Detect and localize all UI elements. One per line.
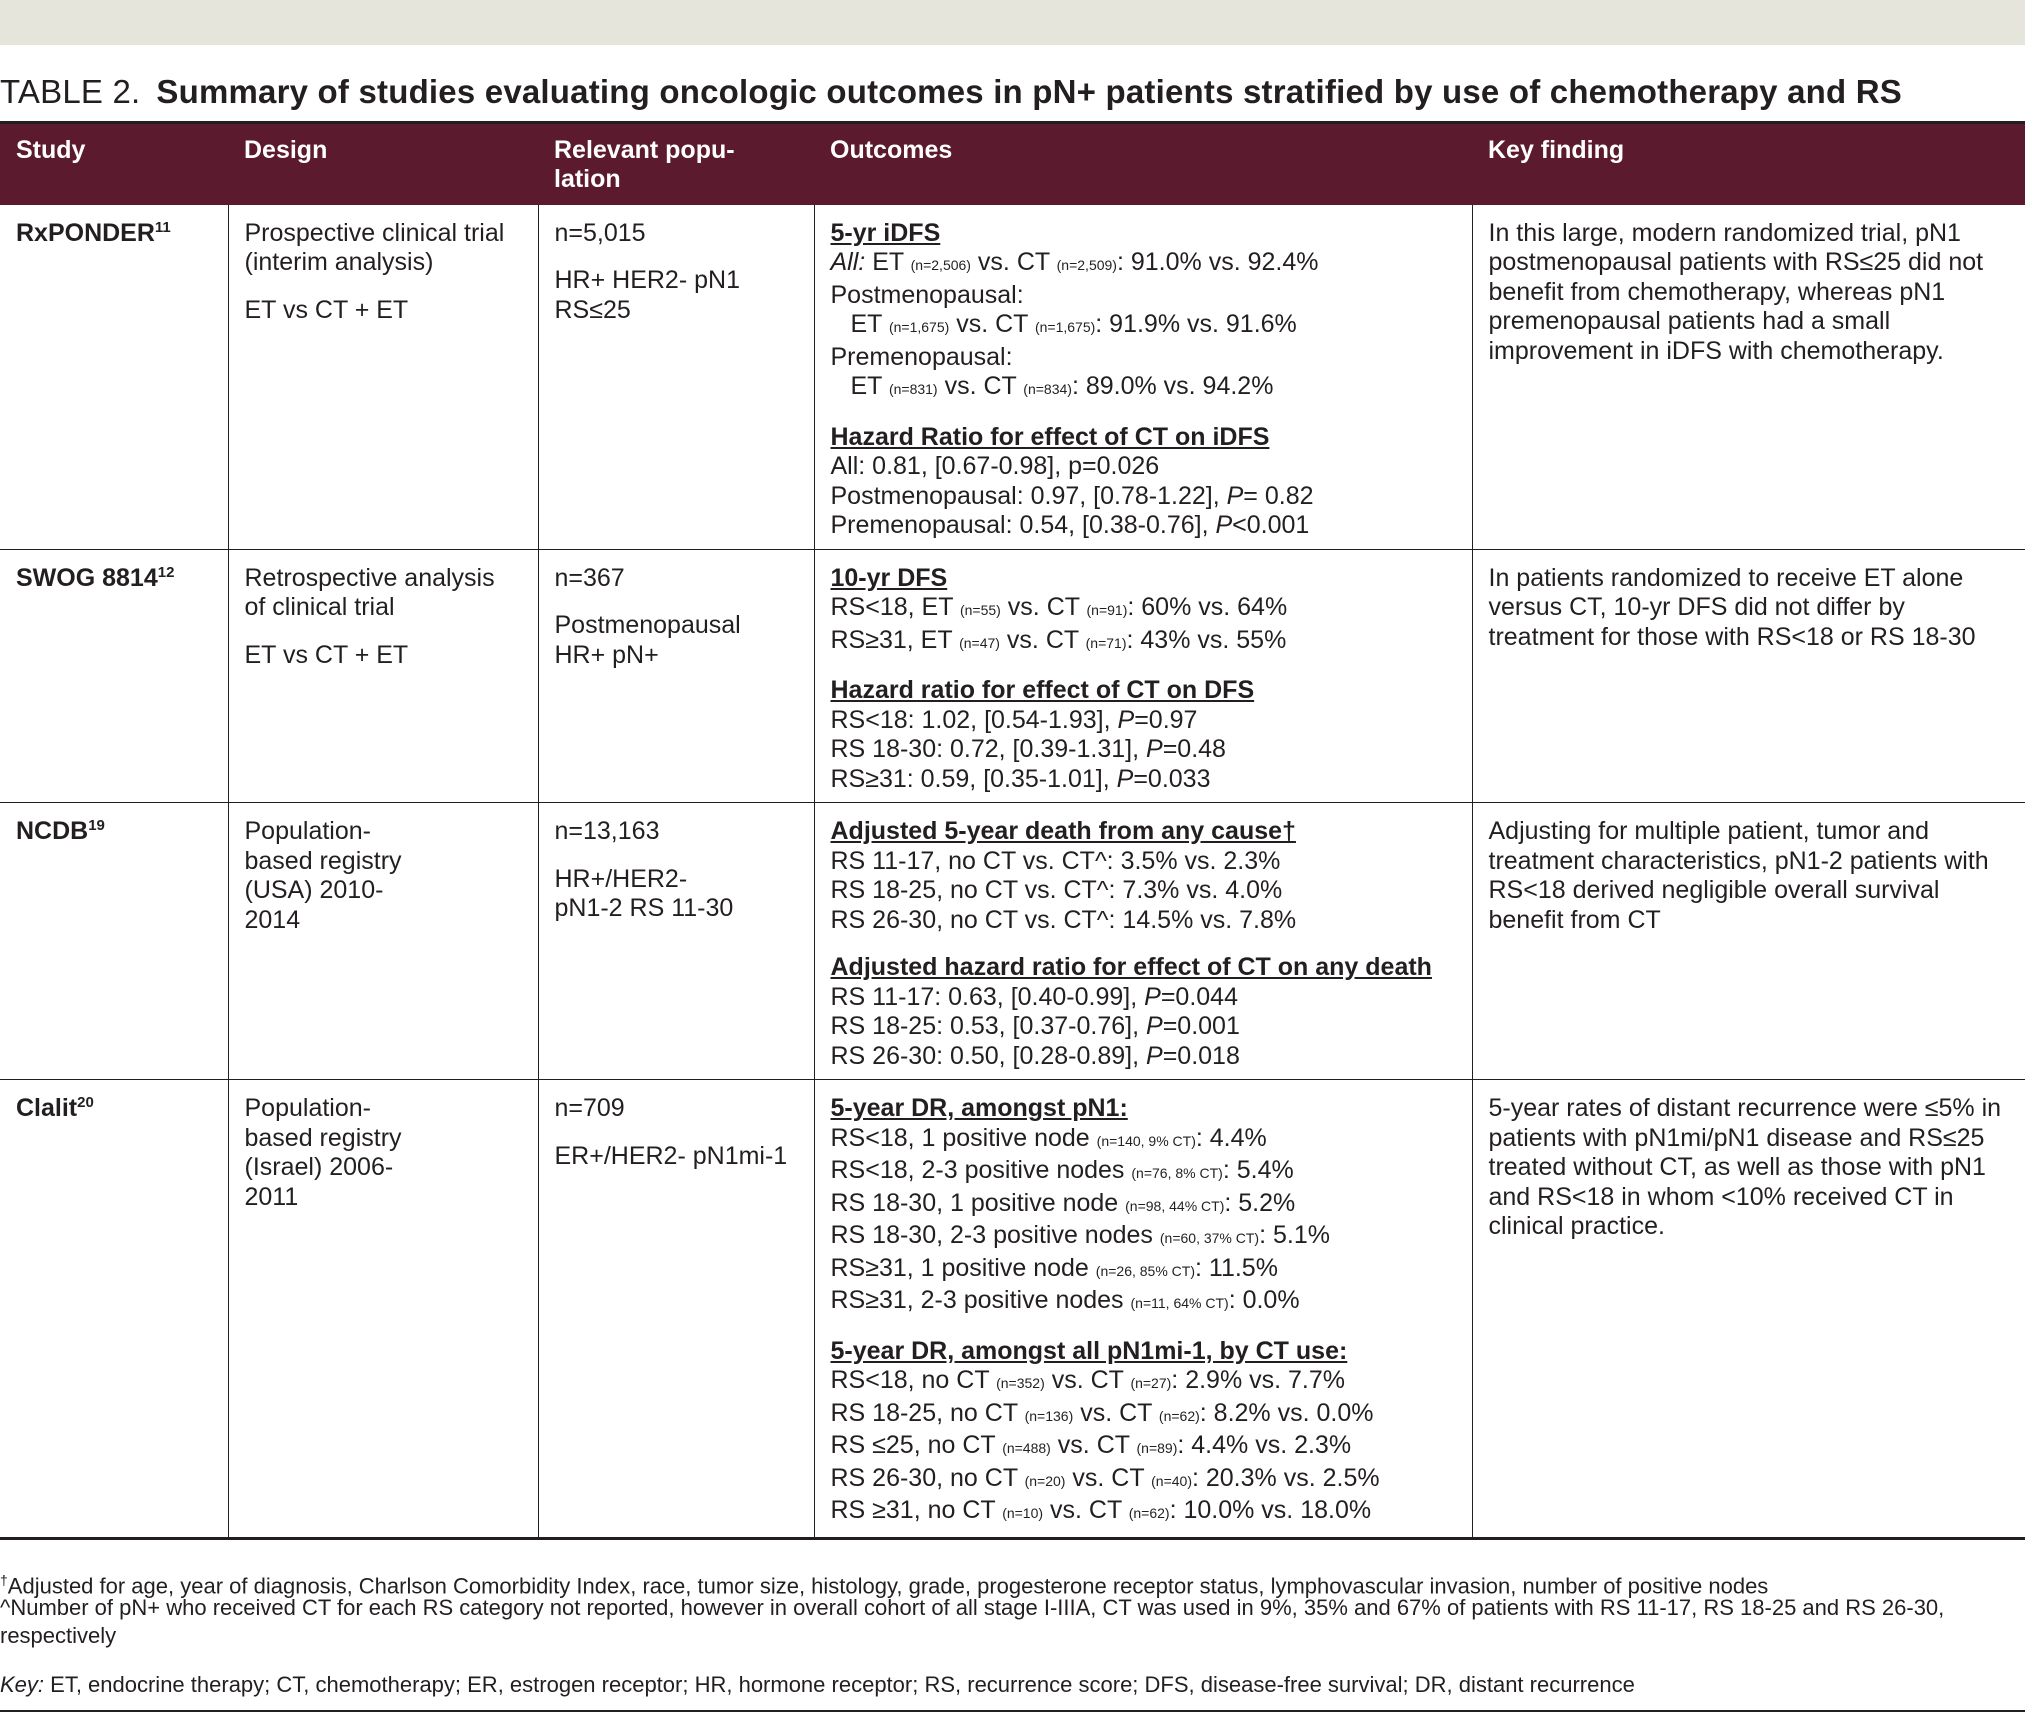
text-segment: vs. CT xyxy=(1072,1463,1145,1492)
col-header-study: Study xyxy=(0,123,228,205)
studies-table xyxy=(0,121,2025,1540)
text-segment: RS 18-30, 1 positive node xyxy=(830,1188,1119,1217)
spacer xyxy=(831,658,1456,676)
sample-size-subscript: (n=488) xyxy=(1002,1440,1051,1456)
text-segment: RS<18, ET xyxy=(830,593,954,621)
outcomes-cell xyxy=(814,803,1472,1080)
text-segment: RS 18-30: 0.72, [0.39-1.31], xyxy=(830,735,1140,763)
population-cell xyxy=(538,205,814,550)
outcome-heading: Hazard Ratio for effect of CT on iDFS xyxy=(830,422,1270,451)
text-segment: vs. CT xyxy=(944,372,1017,400)
col-header-design: Design xyxy=(228,123,538,205)
sample-size-subscript: (n=27) xyxy=(1130,1375,1172,1391)
text-segment: =0.033 xyxy=(1133,764,1211,793)
text-segment: : 2.9% vs. 7.7% xyxy=(1171,1366,1345,1394)
population-text: HR+ HER2- pN1 RS≤25 xyxy=(554,266,740,324)
outcome-line: RS 26-30, no CT vs. CT^: 14.5% vs. 7.8% xyxy=(830,905,1297,934)
key-label: Key: xyxy=(0,1672,45,1697)
text-segment: RS ≤25, no CT xyxy=(830,1431,996,1459)
text-segment: RS<18, 2-3 positive nodes xyxy=(830,1156,1125,1184)
text-segment: RS ≥31, no CT xyxy=(830,1496,996,1524)
study-cell xyxy=(0,803,228,1080)
text-segment: = 0.82 xyxy=(1243,481,1314,510)
outcome-line xyxy=(831,626,1456,659)
text-segment: Premenopausal: 0.54, [0.38-0.76], xyxy=(830,511,1209,539)
outcome-line xyxy=(831,706,1456,736)
population-cell xyxy=(538,803,814,1080)
key-finding-cell: Adjusting for multiple patient, tumor and treatment characteristics, pN1-2 patients with RS<18 derived negligible overall survival benefit from CT xyxy=(1472,803,2025,1080)
study-name: RxPONDER xyxy=(16,218,155,247)
text-segment: : 4.4% xyxy=(1195,1123,1267,1152)
design-cell xyxy=(228,549,538,803)
outcome-line xyxy=(831,1399,1456,1432)
p-value-symbol: P xyxy=(1146,1012,1163,1040)
sample-size-subscript: (n=40) xyxy=(1151,1472,1192,1489)
outcomes-cell xyxy=(814,205,1472,550)
sample-size-subscript: (n=55) xyxy=(959,602,1001,618)
sample-size-subscript: (n=47) xyxy=(959,634,1000,651)
text-segment: =0.48 xyxy=(1162,735,1226,763)
footnote-caret: ^Number of pN+ who received CT for each RS category not reported, however in overall cohort of all stage I-IIIA, CT was used in 9%, 35% and 67% of patients with RS 11-17, RS 18-25 and RS 26-30, respectively xyxy=(0,1595,1945,1648)
outcome-line xyxy=(831,372,1456,405)
outcome-line xyxy=(831,1464,1456,1497)
text-segment: vs. CT xyxy=(1007,593,1080,621)
outcome-line: RS 18-25, no CT vs. CT^: 7.3% vs. 4.0% xyxy=(830,876,1283,904)
population-text: Postmenopausal HR+ pN+ xyxy=(554,611,741,669)
p-value-symbol: P xyxy=(1146,1041,1163,1070)
key-text: ET, endocrine therapy; CT, chemotherapy; ER, estrogen receptor; HR, hormone receptor; RS, recurrence score; DFS, disease-free survival; DR, distant recurrence xyxy=(44,1672,1635,1697)
population-text: n=5,015 xyxy=(554,218,646,247)
outcome-line xyxy=(831,1156,1456,1189)
sample-size-subscript: (n=10) xyxy=(1002,1505,1044,1521)
spacer xyxy=(831,405,1456,423)
text-segment: : 5.4% xyxy=(1222,1156,1294,1184)
sample-size-subscript: (n=98, 44% CT) xyxy=(1125,1197,1225,1214)
population-text: n=13,163 xyxy=(554,817,660,845)
sample-size-subscript: (n=1,675) xyxy=(1034,319,1096,335)
footnote-key xyxy=(0,1671,2025,1699)
text-segment: vs. CT xyxy=(1051,1366,1124,1394)
col-header-population: Relevant popu- lation xyxy=(538,123,814,205)
text-segment: Postmenopausal: 0.97, [0.78-1.22], xyxy=(830,481,1220,510)
table-row xyxy=(0,803,2025,1080)
outcome-line xyxy=(831,482,1456,512)
text-segment: : 0.0% xyxy=(1228,1286,1300,1314)
outcome-line xyxy=(831,248,1456,281)
population-text: ER+/HER2- pN1mi-1 xyxy=(554,1141,788,1170)
design-cell xyxy=(228,803,538,1080)
outcomes-cell xyxy=(814,549,1472,803)
study-reference: 19 xyxy=(88,817,105,834)
p-value-symbol: P xyxy=(1146,735,1163,763)
outcome-line xyxy=(831,511,1456,541)
spacer xyxy=(555,593,798,611)
sample-size-subscript: (n=834) xyxy=(1023,381,1072,397)
sample-size-subscript: (n=136) xyxy=(1024,1407,1074,1424)
p-value-symbol: P xyxy=(1144,982,1161,1011)
study-name: Clalit xyxy=(16,1094,78,1122)
group-label: All: xyxy=(830,248,866,276)
text-segment: : 91.9% vs. 91.6% xyxy=(1095,310,1297,338)
design-text: Retrospective analysis of clinical trial xyxy=(244,563,495,621)
spacer xyxy=(245,623,522,641)
outcome-line xyxy=(831,1124,1456,1157)
outcome-line xyxy=(831,1366,1456,1399)
text-segment: RS 26-30, no CT xyxy=(830,1463,1018,1492)
outcome-line: Postmenopausal: xyxy=(830,280,1024,309)
col-header-outcomes: Outcomes xyxy=(814,123,1472,205)
text-segment: vs. CT xyxy=(1006,625,1079,654)
population-cell xyxy=(538,549,814,803)
sample-size-subscript: (n=20) xyxy=(1024,1472,1066,1489)
outcome-heading: 5-year DR, amongst all pN1mi-1, by CT use: xyxy=(830,1336,1348,1365)
population-cell xyxy=(538,1080,814,1539)
table-row xyxy=(0,205,2025,550)
footnote-dagger-text: Adjusted for age, year of diagnosis, Charlson Comorbidity Index, race, tumor size, histology, grade, progesterone receptor status, lymphovascular invasion, number of positive nodes xyxy=(7,1573,1769,1599)
sample-size-subscript: (n=831) xyxy=(888,381,938,397)
study-reference: 20 xyxy=(77,1094,94,1111)
sample-size-subscript: (n=2,506) xyxy=(910,257,971,273)
text-segment: ET xyxy=(850,310,882,338)
text-segment: RS 26-30: 0.50, [0.28-0.89], xyxy=(830,1041,1140,1070)
text-segment: : 91.0% vs. 92.4% xyxy=(1116,248,1319,276)
outcome-heading: 5-yr iDFS xyxy=(830,218,941,247)
sample-size-subscript: (n=2,509) xyxy=(1056,257,1117,273)
text-segment: RS<18: 1.02, [0.54-1.93], xyxy=(830,705,1111,734)
text-segment: vs. CT xyxy=(1057,1431,1130,1459)
outcome-line xyxy=(831,1496,1456,1529)
table-row xyxy=(0,549,2025,803)
outcome-heading: Adjusted hazard ratio for effect of CT on any death xyxy=(830,953,1432,981)
sample-size-subscript: (n=71) xyxy=(1085,634,1127,651)
text-segment: RS 11-17: 0.63, [0.40-0.99], xyxy=(830,982,1138,1011)
outcome-line xyxy=(831,310,1456,343)
outcome-line xyxy=(831,1042,1456,1072)
text-segment: : 5.2% xyxy=(1224,1188,1296,1217)
text-segment: vs. CT xyxy=(977,248,1050,276)
spacer xyxy=(831,935,1456,953)
text-segment: RS<18, no CT xyxy=(830,1366,990,1394)
text-segment: =0.97 xyxy=(1134,705,1198,734)
outcome-line xyxy=(831,593,1456,626)
table-caption: Summary of studies evaluating oncologic outcomes in pN+ patients stratified by use of chemotherapy and RS xyxy=(156,73,1902,110)
outcome-heading: Adjusted 5-year death from any cause† xyxy=(830,817,1296,845)
sample-size-subscript: (n=89) xyxy=(1136,1440,1178,1456)
text-segment: : 10.0% vs. 18.0% xyxy=(1169,1496,1372,1524)
spacer xyxy=(555,1124,798,1142)
population-text: n=367 xyxy=(554,563,625,592)
outcome-line: All: 0.81, [0.67-0.98], p=0.026 xyxy=(830,452,1160,480)
text-segment: RS 18-25: 0.53, [0.37-0.76], xyxy=(830,1012,1140,1040)
p-value-symbol: P xyxy=(1116,764,1134,793)
sample-size-subscript: (n=62) xyxy=(1128,1505,1170,1521)
text-segment: : 11.5% xyxy=(1195,1253,1278,1282)
text-segment: ET xyxy=(872,248,904,276)
p-value-symbol: P xyxy=(1215,511,1233,539)
outcome-heading: 10-yr DFS xyxy=(830,563,948,592)
text-segment: <0.001 xyxy=(1232,511,1310,539)
spacer xyxy=(555,847,798,865)
outcome-line xyxy=(831,1286,1456,1319)
table-row xyxy=(0,1080,2025,1539)
outcome-heading: Hazard ratio for effect of CT on DFS xyxy=(830,676,1255,704)
text-segment: : 60% vs. 64% xyxy=(1127,593,1288,621)
outcome-heading: 5-year DR, amongst pN1: xyxy=(830,1094,1128,1122)
design-text: Population-based registry (Israel) 2006-2011 xyxy=(244,1094,402,1211)
spacer xyxy=(245,278,522,296)
design-text: ET vs CT + ET xyxy=(244,295,409,324)
text-segment: : 4.4% vs. 2.3% xyxy=(1177,1431,1352,1459)
study-reference: 12 xyxy=(157,563,175,581)
design-text: Population-based registry (USA) 2010-2014 xyxy=(244,817,402,934)
key-finding-cell: 5-year rates of distant recurrence were ≤5% in patients with pN1mi/pN1 disease and RS≤25 treated without CT, as well as those with pN1 and RS<18 in whom <10% received CT in clinical practice. xyxy=(1472,1080,2025,1539)
sample-size-subscript: (n=352) xyxy=(996,1375,1045,1391)
outcome-line: Premenopausal: xyxy=(830,342,1013,371)
sample-size-subscript: (n=11, 64% CT) xyxy=(1130,1295,1229,1311)
outcomes-cell xyxy=(814,1080,1472,1539)
text-segment: : 5.1% xyxy=(1259,1221,1330,1249)
outcome-line xyxy=(831,1189,1456,1222)
text-segment: RS<18, 1 positive node xyxy=(830,1123,1090,1152)
sample-size-subscript: (n=62) xyxy=(1158,1407,1200,1424)
study-cell xyxy=(0,205,228,550)
text-segment: RS≥31, 1 positive node xyxy=(830,1253,1089,1282)
text-segment: ET xyxy=(850,372,882,400)
study-name: SWOG 8814 xyxy=(16,563,158,592)
text-segment: : 43% vs. 55% xyxy=(1126,625,1287,654)
text-segment: : 8.2% vs. 0.0% xyxy=(1199,1398,1374,1427)
text-segment: : 89.0% vs. 94.2% xyxy=(1071,372,1274,400)
col-header-key-finding: Key finding xyxy=(1472,123,2025,205)
key-finding-cell: In patients randomized to receive ET alone versus CT, 10-yr DFS did not differ by treatment for those with RS<18 or RS 18-30 xyxy=(1472,549,2025,803)
spacer xyxy=(555,248,798,266)
text-segment: RS 18-25, no CT xyxy=(830,1398,1018,1427)
population-text: n=709 xyxy=(554,1094,625,1122)
design-cell xyxy=(228,1080,538,1539)
text-segment: vs. CT xyxy=(1080,1398,1152,1427)
text-segment: RS≥31: 0.59, [0.35-1.01], xyxy=(830,764,1110,793)
outcome-line xyxy=(831,765,1456,795)
table-title xyxy=(0,73,2025,111)
outcome-line xyxy=(831,1012,1456,1042)
outcome-line xyxy=(831,1254,1456,1287)
sample-size-subscript: (n=26, 85% CT) xyxy=(1095,1262,1195,1279)
text-segment: =0.018 xyxy=(1162,1041,1240,1070)
outcome-line xyxy=(831,1431,1456,1464)
study-cell xyxy=(0,1080,228,1539)
text-segment: vs. CT xyxy=(1050,1496,1122,1524)
p-value-symbol: P xyxy=(1226,481,1244,510)
text-segment: RS≥31, 2-3 positive nodes xyxy=(830,1286,1124,1314)
sample-size-subscript: (n=140, 9% CT) xyxy=(1096,1132,1196,1149)
key-finding-cell: In this large, modern randomized trial, pN1 postmenopausal patients with RS≤25 did not benefit from chemotherapy, whereas pN1 premenopausal patients had a small improvement in iDFS with chemotherapy. xyxy=(1472,205,2025,550)
sample-size-subscript: (n=60, 37% CT) xyxy=(1159,1230,1260,1246)
study-name: NCDB xyxy=(16,817,89,845)
design-cell xyxy=(228,205,538,550)
text-segment: RS≥31, ET xyxy=(830,625,953,654)
outcome-line xyxy=(831,983,1456,1013)
study-reference: 11 xyxy=(154,218,171,236)
spacer xyxy=(831,1319,1456,1337)
dagger-mark: † xyxy=(0,1572,8,1588)
text-segment: RS 18-30, 2-3 positive nodes xyxy=(830,1221,1153,1249)
text-segment: =0.001 xyxy=(1162,1012,1240,1040)
design-text: Prospective clinical trial (interim analysis) xyxy=(244,218,505,276)
text-segment: vs. CT xyxy=(956,310,1028,338)
header-row xyxy=(0,123,2025,205)
table-label: TABLE 2. xyxy=(0,73,141,110)
sample-size-subscript: (n=1,675) xyxy=(888,319,950,335)
bottom-rule xyxy=(0,1710,2025,1712)
text-segment: =0.044 xyxy=(1160,982,1238,1011)
population-text: HR+/HER2- pN1-2 RS 11-30 xyxy=(554,864,734,922)
sample-size-subscript: (n=76, 8% CT) xyxy=(1131,1165,1223,1181)
top-band xyxy=(0,0,2025,45)
outcome-line: RS 11-17, no CT vs. CT^: 3.5% vs. 2.3% xyxy=(830,846,1281,875)
outcome-line xyxy=(831,1221,1456,1254)
p-value-symbol: P xyxy=(1117,705,1135,734)
sample-size-subscript: (n=91) xyxy=(1086,602,1128,618)
study-cell xyxy=(0,549,228,803)
text-segment: : 20.3% vs. 2.5% xyxy=(1191,1463,1380,1492)
outcome-line xyxy=(831,735,1456,765)
design-text: ET vs CT + ET xyxy=(244,640,409,669)
